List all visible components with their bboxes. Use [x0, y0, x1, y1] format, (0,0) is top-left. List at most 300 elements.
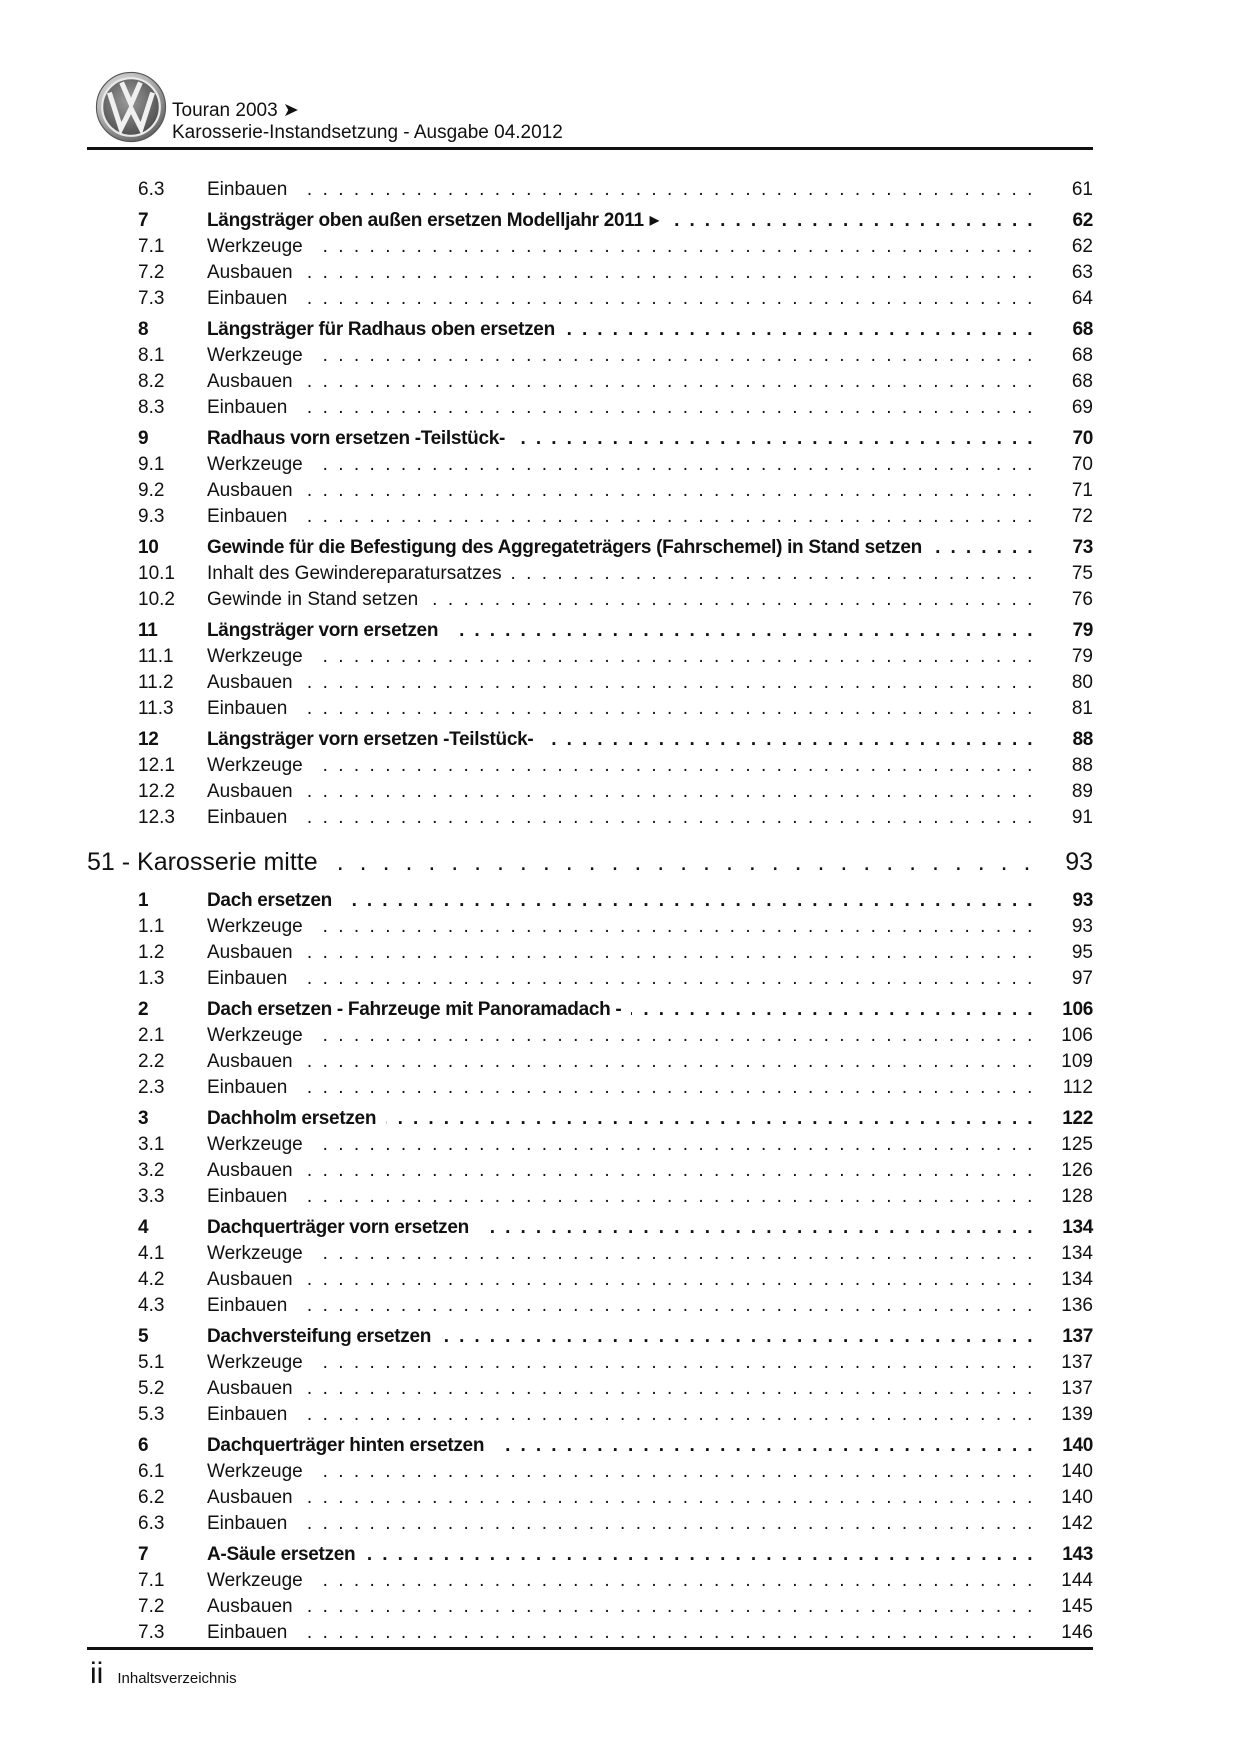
- toc-entry-title: [207, 807, 297, 829]
- toc-page-number: 91: [1071, 807, 1093, 828]
- toc-entry-number: 6.3: [138, 179, 165, 200]
- toc-entry-number: 5: [138, 1326, 149, 1347]
- toc-entry-title-text: Einbauen: [207, 1077, 288, 1098]
- toc-chapter-entry[interactable]: [87, 1099, 1093, 1130]
- toc-section-entry[interactable]: [87, 777, 1093, 803]
- toc-chapter-entry[interactable]: [87, 528, 1093, 559]
- toc-entry-number: 10.1: [138, 563, 175, 584]
- toc-section-entry[interactable]: [87, 1400, 1093, 1426]
- toc-entry-number: 3.2: [138, 1160, 165, 1181]
- toc-page-number: 106: [1062, 999, 1093, 1020]
- toc-section-entry[interactable]: [87, 450, 1093, 476]
- page-footer: [90, 1658, 237, 1690]
- toc-entry-title: [207, 371, 303, 393]
- dot-leader: [543, 729, 1035, 751]
- toc-entry-number: 2: [138, 999, 149, 1020]
- toc-entry-title-text: Ausbauen: [207, 1269, 293, 1290]
- toc-chapter-entry[interactable]: [87, 419, 1093, 450]
- toc-chapter-entry[interactable]: [87, 876, 1093, 912]
- toc-entry-title: [207, 916, 313, 938]
- toc-section-entry[interactable]: [87, 1021, 1093, 1047]
- toc-page-number: 93: [1072, 890, 1093, 911]
- toc-page-number: 69: [1071, 397, 1093, 418]
- toc-entry-title-text: Längsträger oben außen ersetzen Modelljahr 2011: [207, 210, 644, 231]
- toc-entry-title: [207, 1025, 313, 1047]
- toc-section-entry[interactable]: [87, 476, 1093, 502]
- toc-section-entry[interactable]: [87, 1047, 1093, 1073]
- toc-page-number: 143: [1062, 1544, 1093, 1565]
- toc-entry-number: 4: [138, 1217, 149, 1238]
- dot-leader: [297, 698, 1035, 720]
- toc-entry-title: [207, 672, 303, 694]
- toc-entry-title: [207, 345, 313, 367]
- dot-leader: [515, 428, 1035, 450]
- toc-entry-title-text: Dachquerträger vorn ersetzen: [207, 1217, 469, 1238]
- toc-entry-number: 6.3: [138, 1513, 165, 1534]
- toc-entry-number: 4.3: [138, 1295, 165, 1316]
- toc-entry-title-text: Ausbauen: [207, 262, 293, 283]
- toc-section-entry[interactable]: [87, 1182, 1093, 1208]
- toc-entry-number: 6: [138, 1435, 149, 1456]
- toc-entry-title-text: Werkzeuge: [207, 1570, 303, 1591]
- toc-entry-title-text: Ausbauen: [207, 480, 293, 501]
- toc-entry-title-text: Dachholm ersetzen: [207, 1108, 377, 1129]
- toc-page-number: 140: [1062, 1435, 1093, 1456]
- toc-entry-number: 6.1: [138, 1461, 165, 1482]
- toc-chapter-entry[interactable]: [87, 1426, 1093, 1457]
- toc-entry-title: [207, 209, 669, 232]
- toc-entry-title: [207, 1108, 386, 1130]
- toc-page-number: 146: [1061, 1622, 1093, 1643]
- toc-entry-title: [207, 1243, 313, 1265]
- dot-leader: [441, 1326, 1035, 1348]
- toc-entry-title: [207, 1051, 303, 1073]
- toc-entry-number: 11.2: [138, 672, 174, 693]
- dot-leader: [303, 1487, 1035, 1509]
- toc-entry-title: [207, 1160, 303, 1182]
- toc-entry-title: [207, 1544, 365, 1566]
- dot-leader: [479, 1217, 1035, 1239]
- dot-leader: [631, 999, 1035, 1021]
- toc-entry-number: 9: [138, 428, 149, 449]
- dot-leader: [303, 781, 1035, 803]
- toc-page-number: 72: [1071, 506, 1093, 527]
- toc-entry-title: [207, 506, 297, 528]
- dot-leader: [297, 288, 1035, 310]
- toc-entry-number: 5.1: [138, 1352, 165, 1373]
- toc-section-entry[interactable]: [87, 1509, 1093, 1535]
- toc-entry-number: 7.3: [138, 1622, 165, 1643]
- triangle-right-icon: ▶: [649, 213, 659, 227]
- toc-entry-title-text: Werkzeuge: [207, 236, 303, 257]
- toc-page-number: 137: [1062, 1326, 1093, 1347]
- toc-chapter-entry[interactable]: [87, 990, 1093, 1021]
- toc-entry-number: 7: [138, 1544, 149, 1565]
- toc-entry-title-text: Einbauen: [207, 1404, 288, 1425]
- toc-page-number: 137: [1061, 1378, 1093, 1399]
- toc-entry-number: 9.1: [138, 454, 165, 475]
- toc-section-entry[interactable]: [87, 642, 1093, 668]
- toc-entry-title-text: Einbauen: [207, 807, 288, 828]
- dot-leader: [313, 1025, 1035, 1047]
- toc-entry-title: [207, 454, 313, 476]
- toc-entry-title: [207, 646, 313, 668]
- toc-entry-number: 9.3: [138, 506, 165, 527]
- toc-entry-title-text: Ausbauen: [207, 1487, 293, 1508]
- toc-page-number: 144: [1061, 1570, 1093, 1591]
- toc-entry-number: 12.3: [138, 807, 175, 828]
- toc-page-number: 73: [1072, 537, 1093, 558]
- toc-section-entry[interactable]: [87, 585, 1093, 611]
- header-rule: [87, 147, 1093, 150]
- toc-section-entry[interactable]: [87, 1073, 1093, 1099]
- toc-entry-title-text: Ausbauen: [207, 1596, 293, 1617]
- toc-entry-number: 7.1: [138, 1570, 165, 1591]
- toc-entry-title: [207, 397, 297, 419]
- toc-entry-title-text: Werkzeuge: [207, 1134, 303, 1155]
- dot-leader: [494, 1435, 1035, 1457]
- toc-page-number: 97: [1071, 968, 1093, 989]
- toc-page-number: 62: [1071, 236, 1093, 257]
- dot-leader: [313, 236, 1035, 258]
- toc-entry-title: [207, 755, 313, 777]
- toc-entry-title: [207, 262, 303, 284]
- dot-leader: [565, 319, 1035, 341]
- dot-leader: [313, 916, 1035, 938]
- toc-entry-number: 8.1: [138, 345, 165, 366]
- toc-entry-title: [207, 1352, 313, 1374]
- toc-entry-title: [207, 537, 932, 559]
- toc-entry-title-text: Einbauen: [207, 968, 288, 989]
- toc-entry-title: [207, 428, 515, 450]
- toc-entry-number: 1.2: [138, 942, 165, 963]
- toc-entry-number: 12: [138, 729, 159, 750]
- toc-entry-title: [207, 1596, 303, 1618]
- toc-section-entry[interactable]: [87, 751, 1093, 777]
- toc-section-entry[interactable]: [87, 912, 1093, 938]
- dot-leader: [669, 210, 1035, 232]
- toc-entry-title-text: Ausbauen: [207, 781, 293, 802]
- dot-leader: [297, 179, 1035, 201]
- dot-leader: [332, 848, 1035, 876]
- toc-entry-number: 7: [138, 210, 149, 231]
- toc-page-number: 134: [1061, 1269, 1093, 1290]
- toc-entry-title-text: Längsträger vorn ersetzen: [207, 620, 439, 641]
- toc-page-number: 140: [1061, 1461, 1093, 1482]
- toc-entry-number: 1.3: [138, 968, 165, 989]
- toc-entry-title: [207, 480, 303, 502]
- dot-leader: [313, 646, 1035, 668]
- toc-section-entry[interactable]: [87, 803, 1093, 829]
- dot-leader: [297, 968, 1035, 990]
- toc-entry-title: [207, 942, 303, 964]
- toc-entry-title-text: 51 - Karosserie mitte: [87, 848, 318, 876]
- toc-section-entry[interactable]: [87, 175, 1093, 201]
- toc-entry-title: [207, 620, 448, 642]
- dot-leader: [313, 345, 1035, 367]
- dot-leader: [313, 1243, 1035, 1265]
- toc-entry-title: [207, 968, 297, 990]
- toc-entry-title: [207, 1487, 303, 1509]
- toc-entry-title: [207, 179, 297, 201]
- document-title: Touran 2003 ➤: [172, 100, 299, 121]
- toc-entry-title: [207, 1295, 297, 1317]
- toc-page-number: 75: [1071, 563, 1093, 584]
- toc-entry-number: 1: [138, 890, 149, 911]
- toc-entry-title-text: Werkzeuge: [207, 345, 303, 366]
- toc-entry-number: 11.1: [138, 646, 174, 667]
- toc-chapter-entry[interactable]: [87, 1208, 1093, 1239]
- toc-page-number: 70: [1071, 454, 1093, 475]
- toc-entry-title-text: Einbauen: [207, 506, 288, 527]
- toc-entry-title-text: Radhaus vorn ersetzen -Teilstück-: [207, 428, 506, 449]
- document-subtitle: Karosserie-Instandsetzung - Ausgabe 04.2012: [172, 122, 563, 143]
- toc-page-number: 125: [1061, 1134, 1093, 1155]
- toc-entry-number: 5.3: [138, 1404, 165, 1425]
- dot-leader: [297, 506, 1035, 528]
- toc-page-number: 134: [1062, 1217, 1093, 1238]
- toc-entry-title: [207, 1404, 297, 1426]
- toc-entry-title-text: Inhalt des Gewindereparatursatzes: [207, 563, 502, 584]
- toc-entry-title: [207, 729, 543, 751]
- dot-leader: [303, 1596, 1035, 1618]
- toc-section-entry[interactable]: [87, 1483, 1093, 1509]
- toc-section-entry[interactable]: [87, 938, 1093, 964]
- toc-entry-title-text: Einbauen: [207, 1622, 288, 1643]
- toc-entry-title-text: Einbauen: [207, 397, 288, 418]
- toc-entry-title-text: Einbauen: [207, 288, 288, 309]
- toc-section-entry[interactable]: [87, 559, 1093, 585]
- toc-page-number: 126: [1061, 1160, 1093, 1181]
- toc-entry-title-text: Einbauen: [207, 1186, 288, 1207]
- toc-section-entry[interactable]: [87, 668, 1093, 694]
- toc-entry-title: [207, 1570, 313, 1592]
- toc-entry-title-text: Einbauen: [207, 1295, 288, 1316]
- dot-leader: [313, 1134, 1035, 1156]
- dot-leader: [932, 537, 1035, 559]
- toc-entry-title-text: Einbauen: [207, 698, 288, 719]
- toc-page-number: 80: [1071, 672, 1093, 693]
- footer-label: Inhaltsverzeichnis: [117, 1670, 237, 1687]
- toc-entry-number: 4.1: [138, 1243, 165, 1264]
- toc-chapter-entry[interactable]: [87, 201, 1093, 232]
- toc-entry-title-text: Dachquerträger hinten ersetzen: [207, 1435, 485, 1456]
- toc-section-entry[interactable]: [87, 1265, 1093, 1291]
- toc-entry-title-text: Dach ersetzen - Fahrzeuge mit Panoramadach -: [207, 999, 622, 1020]
- toc-entry-title-text: Werkzeuge: [207, 1025, 303, 1046]
- toc-entry-title-text: Gewinde für die Befestigung des Aggregateträgers (Fahrschemel) in Stand setzen: [207, 537, 922, 558]
- toc-entry-title-text: Werkzeuge: [207, 916, 303, 937]
- toc-page-number: 93: [1065, 848, 1093, 876]
- toc-entry-number: 3.1: [138, 1134, 165, 1155]
- toc-entry-number: 12.1: [138, 755, 175, 776]
- toc-entry-number: 2.2: [138, 1051, 165, 1072]
- toc-entry-title-text: Gewinde in Stand setzen: [207, 589, 419, 610]
- toc-page-number: 112: [1062, 1077, 1093, 1098]
- toc-entry-title: [207, 236, 313, 258]
- toc-section-entry[interactable]: [87, 232, 1093, 258]
- dot-leader: [297, 1404, 1035, 1426]
- toc-entry-title-text: Werkzeuge: [207, 1352, 303, 1373]
- toc-section-entry[interactable]: [87, 694, 1093, 720]
- dot-leader: [512, 563, 1035, 585]
- toc-page-number: 68: [1071, 345, 1093, 366]
- toc-entry-title: [207, 1435, 494, 1457]
- toc-entry-title-text: Längsträger für Radhaus oben ersetzen: [207, 319, 555, 340]
- toc-entry-number: 5.2: [138, 1378, 165, 1399]
- toc-entry-title: [207, 698, 297, 720]
- dot-leader: [386, 1108, 1035, 1130]
- toc-entry-number: 8: [138, 319, 149, 340]
- toc-page-number: 88: [1071, 755, 1093, 776]
- toc-section-entry[interactable]: [87, 1291, 1093, 1317]
- toc-page-number: 109: [1061, 1051, 1093, 1072]
- toc-section-entry[interactable]: [87, 1592, 1093, 1618]
- toc-page-number: 106: [1061, 1025, 1093, 1046]
- dot-leader: [297, 1295, 1035, 1317]
- toc-entry-number: 12.2: [138, 781, 175, 802]
- toc-entry-number: 9.2: [138, 480, 165, 501]
- toc-entry-number: 6.2: [138, 1487, 165, 1508]
- dot-leader: [428, 589, 1035, 611]
- toc-page-number: 136: [1061, 1295, 1093, 1316]
- toc-section-entry[interactable]: [87, 258, 1093, 284]
- toc-page-number: 79: [1071, 646, 1093, 667]
- toc-chapter-entry[interactable]: [87, 1317, 1093, 1348]
- toc-entry-title-text: Ausbauen: [207, 1051, 293, 1072]
- toc-entry-title-text: Einbauen: [207, 1513, 288, 1534]
- dot-leader: [303, 1378, 1035, 1400]
- toc-entry-title-text: A-Säule ersetzen: [207, 1544, 356, 1565]
- toc-page-number: 64: [1071, 288, 1093, 309]
- toc-page-number: 134: [1061, 1243, 1093, 1264]
- dot-leader: [297, 1622, 1035, 1644]
- toc-entry-title-text: Werkzeuge: [207, 454, 303, 475]
- toc-page-number: 93: [1071, 916, 1093, 937]
- toc-section-entry[interactable]: [87, 1618, 1093, 1644]
- toc-chapter-entry[interactable]: [87, 1535, 1093, 1566]
- toc-entry-title-text: Längsträger vorn ersetzen -Teilstück-: [207, 729, 534, 750]
- toc-page-number: 68: [1071, 371, 1093, 392]
- dot-leader: [297, 1186, 1035, 1208]
- dot-leader: [303, 942, 1035, 964]
- toc-entry-title: [207, 1077, 297, 1099]
- toc-chapter-entry[interactable]: [87, 310, 1093, 341]
- toc-entry-title: [207, 1186, 297, 1208]
- dot-leader: [297, 1513, 1035, 1535]
- dot-leader: [313, 454, 1035, 476]
- toc-page-number: 145: [1061, 1596, 1093, 1617]
- toc-entry-number: 2.1: [138, 1025, 165, 1046]
- toc-entry-number: 2.3: [138, 1077, 165, 1098]
- toc-page-number: 71: [1071, 480, 1093, 501]
- toc-entry-number: 7.1: [138, 236, 165, 257]
- toc-entry-title-text: Werkzeuge: [207, 1243, 303, 1264]
- toc-section-entry[interactable]: [87, 1566, 1093, 1592]
- dot-leader: [313, 755, 1035, 777]
- dot-leader: [313, 1570, 1035, 1592]
- toc-entry-title: [207, 999, 631, 1021]
- toc-section-entry[interactable]: [87, 502, 1093, 528]
- toc-page-number: 88: [1072, 729, 1093, 750]
- toc-entry-title: [207, 890, 342, 912]
- toc-page-number: 76: [1071, 589, 1093, 610]
- table-of-contents: [87, 175, 1093, 1644]
- dot-leader: [303, 1051, 1035, 1073]
- toc-section-entry[interactable]: [87, 393, 1093, 419]
- toc-entry-title-text: Ausbauen: [207, 371, 293, 392]
- toc-entry-number: 7.3: [138, 288, 165, 309]
- toc-section-entry[interactable]: [87, 1239, 1093, 1265]
- toc-page-number: 68: [1072, 319, 1093, 340]
- toc-entry-title-text: Einbauen: [207, 179, 288, 200]
- toc-entry-number: 3: [138, 1108, 149, 1129]
- toc-section-entry[interactable]: [87, 1348, 1093, 1374]
- dot-leader: [313, 1461, 1035, 1483]
- toc-entry-number: 11: [138, 620, 158, 641]
- toc-page-number: 62: [1072, 210, 1093, 231]
- toc-entry-number: 8.2: [138, 371, 165, 392]
- toc-chapter-entry[interactable]: [87, 611, 1093, 642]
- toc-entry-title-text: Dachversteifung ersetzen: [207, 1326, 432, 1347]
- dot-leader: [297, 1077, 1035, 1099]
- toc-entry-title: [207, 1134, 313, 1156]
- toc-section-entry[interactable]: [87, 1374, 1093, 1400]
- toc-entry-title-text: Ausbauen: [207, 672, 293, 693]
- footer-rule: [87, 1647, 1093, 1650]
- dot-leader: [313, 1352, 1035, 1374]
- toc-entry-number: 7.2: [138, 1596, 165, 1617]
- toc-section-entry[interactable]: [87, 1457, 1093, 1483]
- toc-page-number: 70: [1072, 428, 1093, 449]
- toc-section-entry[interactable]: [87, 367, 1093, 393]
- toc-section-entry[interactable]: [87, 1156, 1093, 1182]
- dot-leader: [303, 672, 1035, 694]
- dot-leader: [303, 480, 1035, 502]
- dot-leader: [297, 397, 1035, 419]
- dot-leader: [365, 1544, 1035, 1566]
- toc-entry-number: 8.3: [138, 397, 165, 418]
- toc-section-entry[interactable]: [87, 284, 1093, 310]
- toc-entry-title-text: Ausbauen: [207, 1160, 293, 1181]
- toc-section-entry[interactable]: [87, 341, 1093, 367]
- toc-entry-title-text: Dach ersetzen: [207, 890, 332, 911]
- toc-entry-title: [207, 1622, 297, 1644]
- toc-entry-number: 10: [138, 537, 159, 558]
- toc-entry-title: [207, 563, 512, 585]
- toc-entry-title-text: Ausbauen: [207, 942, 293, 963]
- dot-leader: [303, 1269, 1035, 1291]
- dot-leader: [303, 1160, 1035, 1182]
- toc-entry-number: 7.2: [138, 262, 165, 283]
- toc-page-number: 61: [1071, 179, 1093, 200]
- toc-section-entry[interactable]: [87, 1130, 1093, 1156]
- toc-entry-title-text: Werkzeuge: [207, 755, 303, 776]
- toc-entry-title: [87, 848, 332, 876]
- toc-section-entry[interactable]: [87, 964, 1093, 990]
- toc-page-number: 140: [1061, 1487, 1093, 1508]
- toc-chapter-entry[interactable]: [87, 720, 1093, 751]
- toc-page-number: 142: [1061, 1513, 1093, 1534]
- toc-part-heading[interactable]: [87, 829, 1093, 876]
- dot-leader: [297, 807, 1035, 829]
- toc-entry-number: 4.2: [138, 1269, 165, 1290]
- toc-page-number: 137: [1061, 1352, 1093, 1373]
- page-number: ii: [90, 1657, 104, 1690]
- toc-entry-title: [207, 1217, 479, 1239]
- toc-entry-number: 3.3: [138, 1186, 165, 1207]
- dot-leader: [342, 890, 1035, 912]
